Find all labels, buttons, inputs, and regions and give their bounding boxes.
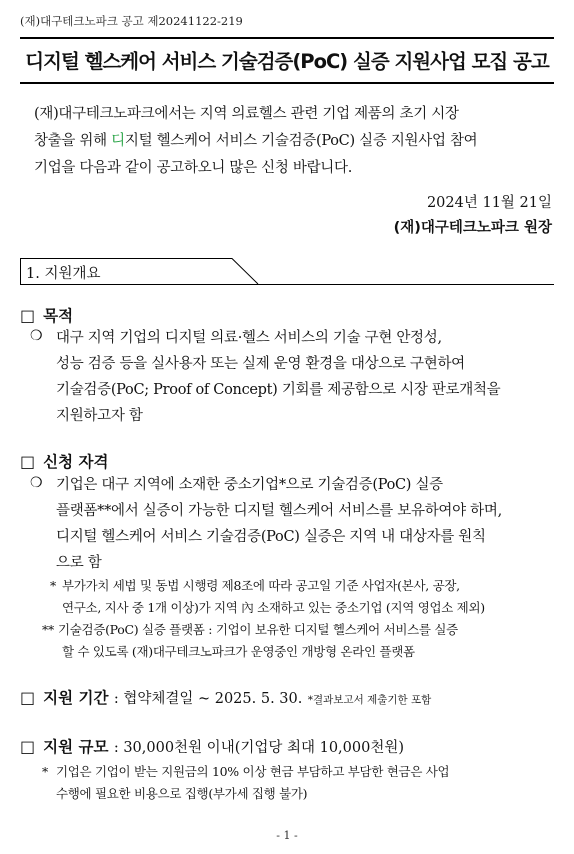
document-number: (재)대구테크노파크 공고 제20241122-219 bbox=[20, 14, 243, 28]
purpose-line-2: 성능 검증 등을 실사용자 또는 실제 운영 환경을 대상으로 구현하여 bbox=[56, 356, 465, 372]
scale-note-line-1: 기업은 기업이 받는 지원금의 10% 이상 현금 부담하고 부담한 현금은 사업 bbox=[56, 764, 450, 779]
square-marker-icon: □ bbox=[20, 306, 36, 325]
purpose-line-1: 대구 지역 기업의 디지털 의료·헬스 서비스의 기술 구현 안정성, bbox=[56, 330, 442, 346]
note-1-line-2: 연구소, 지사 중 1개 이상)가 지역 內 소재하고 있는 중소기업 (지역 영업소 제외) bbox=[62, 600, 485, 615]
scale-note-mark: * bbox=[42, 764, 48, 779]
intro-line-1: (재)대구테크노파크에서는 지역 의료헬스 관련 기업 제품의 초기 시장 bbox=[34, 106, 459, 122]
note-1-line-1: 부가가치 세법 및 동법 시행령 제8조에 따라 공고일 기준 사업자(본사, 공장, bbox=[62, 578, 460, 593]
intro-line-2: 창출을 위해 디지털 헬스케어 서비스 기술검증(PoC) 실증 지원사업 참여 bbox=[34, 133, 478, 149]
scale-note-line-2: 수행에 필요한 비용으로 집행(부가세 집행 불가) bbox=[56, 786, 308, 801]
announcement-date: 2024년 11월 21일 bbox=[426, 195, 552, 211]
intro-line-3: 기업을 다음과 같이 공고하오니 많은 신청 바랍니다. bbox=[34, 160, 353, 176]
title-bottom-rule bbox=[20, 82, 554, 84]
square-marker-icon: □ bbox=[20, 737, 36, 756]
scale-heading: 지원 규모 bbox=[43, 738, 109, 756]
section-1-label: 1. 지원개요 bbox=[26, 266, 101, 282]
section-rule bbox=[20, 284, 554, 285]
highlight-char: 디 bbox=[111, 133, 125, 149]
square-marker-icon: □ bbox=[20, 688, 36, 707]
note-1-mark: * bbox=[50, 578, 56, 593]
note-2-line-1: 기술검증(PoC) 실증 플랫폼 : 기업이 보유한 디지털 헬스케어 서비스를 실증 bbox=[58, 622, 458, 637]
period-value: : 협약체결일 ~ 2025. 5. 30. bbox=[113, 691, 303, 707]
note-2-mark: ** bbox=[42, 622, 54, 637]
title-top-rule bbox=[20, 37, 554, 39]
purpose-line-3: 기술검증(PoC; Proof of Concept) 기회를 제공함으로 시장 판로개척을 bbox=[56, 382, 501, 398]
period-note: *결과보고서 제출기한 포함 bbox=[307, 694, 432, 706]
signature: (재)대구테크노파크 원장 bbox=[393, 220, 552, 236]
period-row bbox=[20, 686, 431, 708]
scale-value: : 30,000천원 이내(기업당 최대 10,000천원) bbox=[113, 740, 405, 756]
eligibility-line-2: 플랫폼**에서 실증이 가능한 디지털 헬스케어 서비스를 보유하여야 하며, bbox=[56, 503, 502, 519]
eligibility-line-1: 기업은 대구 지역에 소재한 중소기업*으로 기술검증(PoC) 실증 bbox=[56, 477, 443, 493]
page-title: 디지털 헬스케어 서비스 기술검증(PoC) 실증 지원사업 모집 공고 bbox=[25, 50, 549, 73]
purpose-heading: □ 목적 bbox=[20, 306, 74, 325]
circle-bullet-icon: ❍ bbox=[30, 475, 43, 491]
eligibility-line-4: 으로 함 bbox=[56, 555, 102, 571]
purpose-line-4: 지원하고자 함 bbox=[56, 408, 143, 424]
note-2-line-2: 할 수 있도록 (재)대구테크노파크가 운영중인 개방형 온라인 플랫폼 bbox=[62, 644, 415, 659]
square-marker-icon: □ bbox=[20, 452, 36, 471]
eligibility-line-3: 디지털 헬스케어 서비스 기술검증(PoC) 실증은 지역 내 대상자를 원칙 bbox=[56, 529, 486, 545]
eligibility-heading: □ 신청 자격 bbox=[20, 452, 109, 471]
scale-row bbox=[20, 735, 404, 757]
circle-bullet-icon: ❍ bbox=[30, 328, 43, 344]
page-number: - 1 - bbox=[276, 829, 298, 842]
period-heading: 지원 기간 bbox=[43, 689, 109, 707]
